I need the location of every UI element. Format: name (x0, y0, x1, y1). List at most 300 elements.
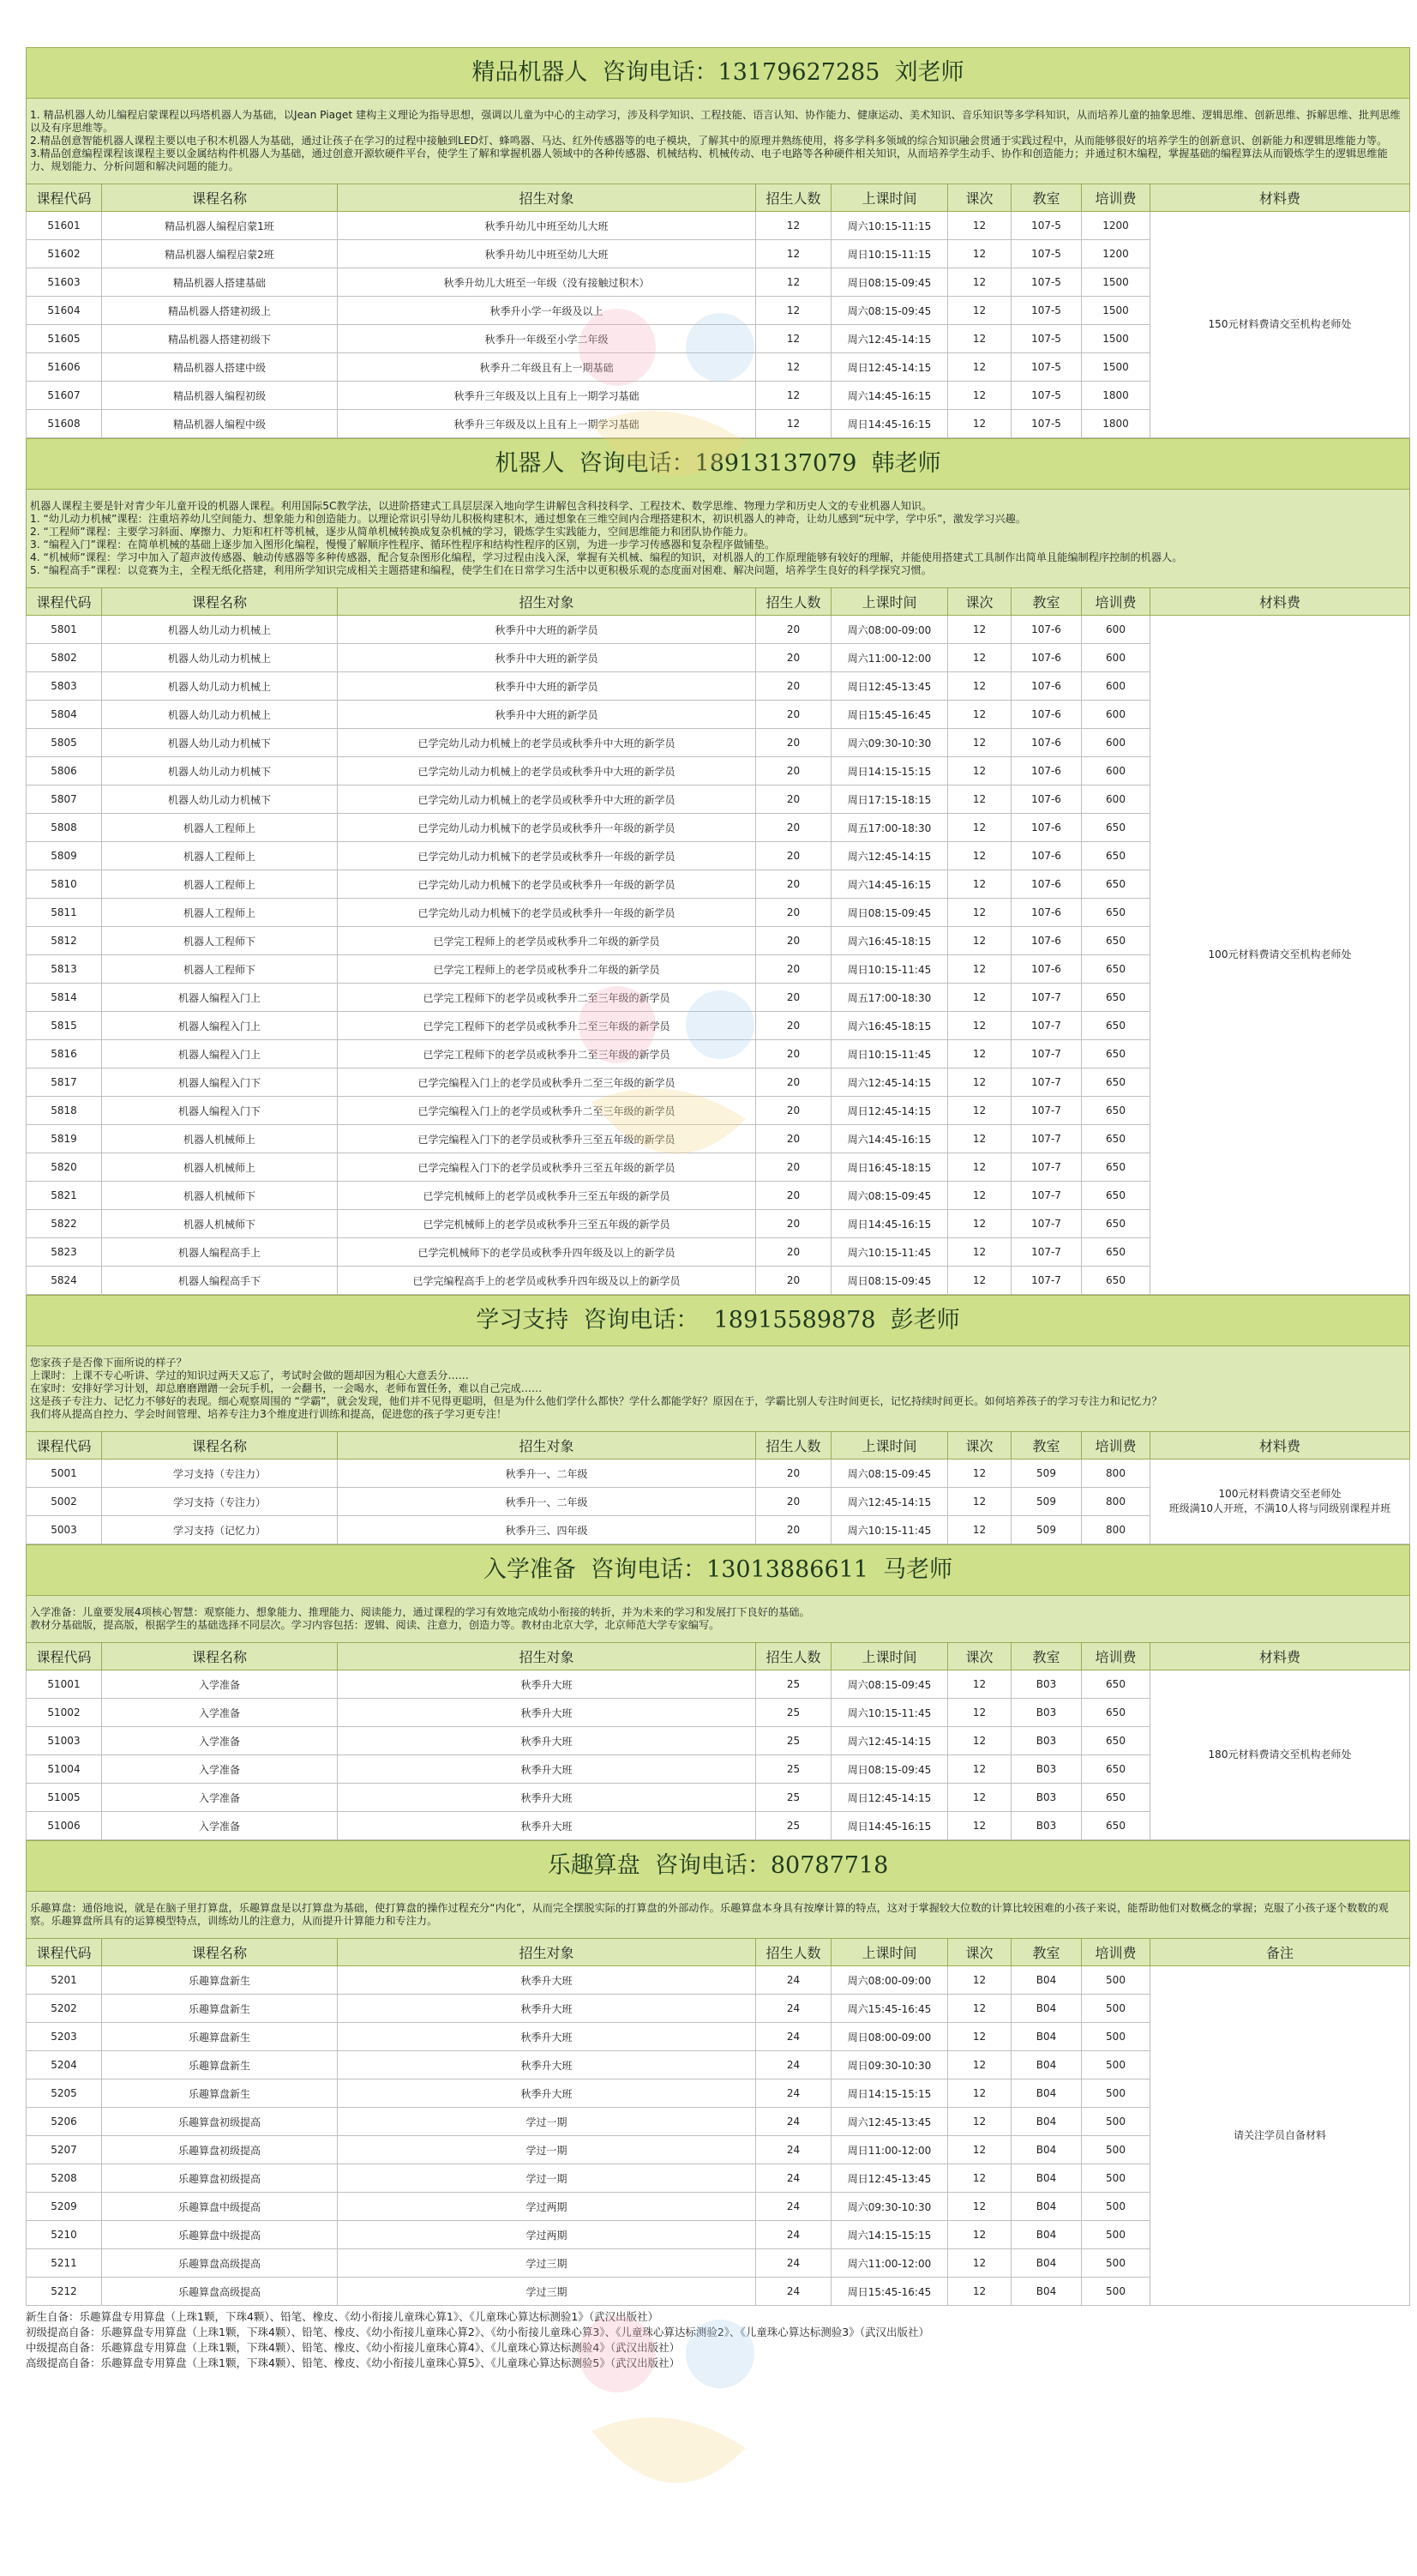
table-cell: 12 (756, 268, 832, 297)
table-cell: 20 (756, 785, 832, 814)
table-cell: B03 (1012, 1727, 1082, 1755)
table-cell: 学过一期 (338, 2108, 756, 2136)
table-cell: 周六12:45-14:15 (832, 1068, 948, 1097)
section-phone: 咨询电话：80787718 (654, 1852, 889, 1879)
table-cell: 12 (948, 757, 1012, 785)
table-cell: 20 (756, 842, 832, 870)
table-cell: 25 (756, 1699, 832, 1727)
column-header: 课程名称 (102, 1643, 338, 1670)
table-cell: 已学完编程高手上的老学员或秋季升四年级及以上的新学员 (338, 1267, 756, 1295)
course-section (26, 1840, 1410, 2306)
column-header: 培训费 (1082, 1939, 1150, 1966)
course-table (26, 587, 1410, 1295)
table-cell: 500 (1082, 2278, 1150, 2306)
table-cell: 已学完工程师下的老学员或秋季升二至三年级的新学员 (338, 1040, 756, 1068)
table-cell: 周日10:15-11:45 (832, 955, 948, 984)
table-cell: 20 (756, 1210, 832, 1238)
course-table (26, 184, 1410, 438)
table-cell: 107-6 (1012, 644, 1082, 672)
table-cell: 107-5 (1012, 325, 1082, 353)
table-cell: 已学完工程师下的老学员或秋季升二至三年级的新学员 (338, 984, 756, 1012)
table-cell: 20 (756, 1460, 832, 1488)
fee-note: 请关注学员自备材料 (1233, 2129, 1326, 2141)
table-cell: 600 (1082, 644, 1150, 672)
table-cell: 24 (756, 2164, 832, 2193)
table-cell: 12 (756, 353, 832, 382)
table-cell: 500 (1082, 2193, 1150, 2221)
table-cell: 12 (948, 1516, 1012, 1544)
table-cell: 12 (948, 2164, 1012, 2193)
table-cell: 20 (756, 1012, 832, 1040)
column-header: 招生对象 (338, 588, 756, 616)
table-cell: 24 (756, 2108, 832, 2136)
table-cell: 12 (948, 1812, 1012, 1840)
table-cell: 12 (948, 240, 1012, 268)
table-cell: 51005 (27, 1784, 102, 1812)
table-cell: 周六09:30-10:30 (832, 729, 948, 757)
table-cell: 已学完幼儿动力机械下的老学员或秋季升一年级的新学员 (338, 814, 756, 842)
column-header: 培训费 (1082, 1643, 1150, 1670)
column-header: 培训费 (1082, 588, 1150, 616)
table-cell: 学过两期 (338, 2193, 756, 2221)
table-cell: 5803 (27, 672, 102, 701)
table-cell: 周六08:00-09:00 (832, 616, 948, 644)
table-cell: 800 (1082, 1488, 1150, 1516)
table-cell: 周六14:45-16:15 (832, 382, 948, 410)
table-cell: B03 (1012, 1699, 1082, 1727)
column-header: 招生人数 (756, 1432, 832, 1460)
description-paragraph: 入学准备：儿童要发展4项核心智慧：观察能力、想象能力、推理能力、阅读能力，通过课程的学习有效地完成幼小衔接的转折，并为未来的学习和发展打下良好的基础。 (30, 1606, 810, 1618)
material-fee-cell (1150, 616, 1410, 1295)
column-header-fee: 材料费 (1150, 1643, 1410, 1670)
table-cell: 12 (948, 1182, 1012, 1210)
table-cell: 12 (948, 1153, 1012, 1182)
table-cell: 学习支持（专注力） (102, 1460, 338, 1488)
table-cell: 精品机器人编程启蒙2班 (102, 240, 338, 268)
table-cell: 周六12:45-14:15 (832, 842, 948, 870)
table-cell: 650 (1082, 1125, 1150, 1153)
footnote: 新生自备：乐趣算盘专用算盘（上珠1颗，下珠4颗）、铅笔、橡皮、《幼小衔接儿童珠心算1》、《儿童珠心算达标测验1》（武汉出版社） (26, 2310, 659, 2323)
section-name: 机器人 (495, 450, 565, 477)
table-header-row (27, 1939, 1410, 1966)
table-cell: 12 (948, 212, 1012, 240)
course-section (26, 438, 1410, 1295)
table-cell: 24 (756, 2278, 832, 2306)
table-cell: 周六12:45-14:15 (832, 1488, 948, 1516)
description-paragraph: 3. “编程入门”课程：在简单机械的基础上逐步加入图形化编程，慢慢了解顺序性程序、循环性程序和结构性程序的区别，为进一步学习传感器和复杂程序做铺垫。 (30, 539, 776, 551)
table-cell: 秋季升中大班的新学员 (338, 672, 756, 701)
section-name: 乐趣算盘 (547, 1852, 640, 1879)
table-cell: 107-5 (1012, 410, 1082, 438)
table-cell: 精品机器人搭建初级下 (102, 325, 338, 353)
table-cell: 机器人编程高手上 (102, 1238, 338, 1267)
table-cell: 12 (948, 1097, 1012, 1125)
table-cell: 精品机器人编程初级 (102, 382, 338, 410)
table-cell: 入学准备 (102, 1812, 338, 1840)
description-paragraph: 3.精品创意编程课程该课程主要以金属结构件机器人为基础，通过创意开源软硬件平台，使学生了解和掌握机器人领域中的各种传感器、机械结构、机械传动、电子电路等各种硬件相关知识，从而培养学生动手、协作和创造能力；并通过积木编程，掌握基础的编程算法从而锻炼学生的逻辑思维能力、规划能力、分析问题和解决问题的能力。 (30, 147, 1388, 172)
table-cell: B04 (1012, 2164, 1082, 2193)
table-cell: 已学完编程入门下的老学员或秋季升三至五年级的新学员 (338, 1153, 756, 1182)
table-cell: 机器人编程高手下 (102, 1267, 338, 1295)
table-cell: 周日12:45-14:15 (832, 353, 948, 382)
table-cell: 20 (756, 927, 832, 955)
table-cell: 600 (1082, 616, 1150, 644)
table-cell: 周六10:15-11:15 (832, 212, 948, 240)
table-cell: 12 (756, 297, 832, 325)
table-cell: 12 (948, 2278, 1012, 2306)
table-cell: 650 (1082, 1812, 1150, 1840)
table-cell: 20 (756, 644, 832, 672)
column-header: 招生对象 (338, 1432, 756, 1460)
table-cell: 乐趣算盘新生 (102, 2079, 338, 2108)
table-cell: 12 (948, 1125, 1012, 1153)
course-table (26, 1431, 1410, 1544)
table-cell: 周六08:15-09:45 (832, 1670, 948, 1699)
table-cell: 107-6 (1012, 672, 1082, 701)
table-cell: 20 (756, 1182, 832, 1210)
table-cell: 秋季升大班 (338, 2079, 756, 2108)
table-cell: 500 (1082, 2164, 1150, 2193)
description-paragraph: 上课时：上课不专心听讲、学过的知识过两天又忘了，考试时会做的题却因为粗心大意丢分…… (30, 1369, 469, 1381)
column-header: 招生人数 (756, 184, 832, 212)
table-cell: 20 (756, 701, 832, 729)
table-cell: 107-7 (1012, 984, 1082, 1012)
table-cell: 秋季升三、四年级 (338, 1516, 756, 1544)
table-cell: 12 (948, 1784, 1012, 1812)
table-cell: 20 (756, 1488, 832, 1516)
table-cell: 12 (948, 268, 1012, 297)
description-paragraph: 1. 精品机器人幼儿编程启蒙课程以玛塔机器人为基础，以Jean Piaget 建构主义理论为指导思想，强调以儿童为中心的主动学习，涉及科学知识、工程技能、语言认知、协作能力、健康运动、美术知识、音乐知识等多学科知识，从而培养儿童的抽象思维、逻辑思维、创新思维、拆解思维、批判思维以及有序思维等。 (30, 109, 1401, 134)
table-cell: 秋季升大班 (338, 1995, 756, 2023)
table-cell: 12 (948, 1210, 1012, 1238)
table-cell: 107-7 (1012, 1267, 1082, 1295)
table-cell: 5818 (27, 1097, 102, 1125)
column-header: 上课时间 (832, 1432, 948, 1460)
table-cell: 周日08:15-09:45 (832, 268, 948, 297)
table-cell: 107-7 (1012, 1182, 1082, 1210)
column-header: 招生对象 (338, 184, 756, 212)
table-cell: 5212 (27, 2278, 102, 2306)
column-header: 招生人数 (756, 588, 832, 616)
description-paragraph: 2. “工程师”课程：主要学习斜面、摩擦力、力矩和杠杆等机械，逐步从简单机械转换成复杂机械的学习，锻炼学生实践能力，空间思维能力和团队协作能力。 (30, 526, 754, 538)
table-cell: B04 (1012, 2051, 1082, 2079)
table-cell: 107-6 (1012, 955, 1082, 984)
table-cell: 5801 (27, 616, 102, 644)
table-cell: 5807 (27, 785, 102, 814)
table-cell: 机器人编程入门上 (102, 1040, 338, 1068)
table-cell: 600 (1082, 785, 1150, 814)
description-paragraph: 您家孩子是否像下面所说的样子？ (30, 1357, 187, 1369)
table-cell: B04 (1012, 1966, 1082, 1995)
table-cell: 乐趣算盘高级提高 (102, 2278, 338, 2306)
table-cell: 5813 (27, 955, 102, 984)
table-cell: 5206 (27, 2108, 102, 2136)
table-cell: 24 (756, 2079, 832, 2108)
table-cell: 5210 (27, 2221, 102, 2249)
table-cell: 107-7 (1012, 1068, 1082, 1097)
table-cell: 周日10:15-11:15 (832, 240, 948, 268)
table-cell: 12 (948, 870, 1012, 899)
table-cell: 5812 (27, 927, 102, 955)
table-cell: 107-7 (1012, 1125, 1082, 1153)
table-cell: 509 (1012, 1460, 1082, 1488)
table-cell: 机器人编程入门上 (102, 984, 338, 1012)
section-phone: 咨询电话：18913137079 韩老师 (579, 450, 941, 477)
table-cell: 107-7 (1012, 1012, 1082, 1040)
table-cell: 精品机器人搭建初级上 (102, 297, 338, 325)
table-cell: 12 (756, 410, 832, 438)
table-cell: 5814 (27, 984, 102, 1012)
table-row (27, 212, 1410, 240)
table-cell: 650 (1082, 899, 1150, 927)
table-cell: 秋季升幼儿大班至一年级（没有接触过积木） (338, 268, 756, 297)
column-header: 课程名称 (102, 1939, 338, 1966)
table-cell: 5817 (27, 1068, 102, 1097)
table-header-row (27, 588, 1410, 616)
table-cell: 800 (1082, 1516, 1150, 1544)
table-cell: 51606 (27, 353, 102, 382)
table-cell: 乐趣算盘初级提高 (102, 2136, 338, 2164)
table-cell: 秋季升大班 (338, 1699, 756, 1727)
table-cell: 107-6 (1012, 785, 1082, 814)
table-cell: 周日15:45-16:45 (832, 701, 948, 729)
material-fee-cell (1150, 1670, 1410, 1840)
footnote: 初级提高自备：乐趣算盘专用算盘（上珠1颗，下珠4颗）、铅笔、橡皮、《幼小衔接儿童珠心算2》、《幼小衔接儿童珠心算3》、《儿童珠心算达标测验2》、《儿童珠心算达标测验3》（武汉出版社） (26, 2326, 929, 2338)
table-cell: 650 (1082, 1068, 1150, 1097)
table-cell: 秋季升大班 (338, 1755, 756, 1784)
table-cell: B04 (1012, 2023, 1082, 2051)
table-cell: 周六14:45-16:15 (832, 1125, 948, 1153)
table-cell: 107-6 (1012, 870, 1082, 899)
table-cell: 5203 (27, 2023, 102, 2051)
table-cell: 周六08:00-09:00 (832, 1966, 948, 1995)
section-title (26, 1544, 1410, 1596)
footnote: 中级提高自备：乐趣算盘专用算盘（上珠1颗，下珠4颗）、铅笔、橡皮、《幼小衔接儿童珠心算4》、《儿童珠心算达标测验4》（武汉出版社） (26, 2341, 681, 2354)
footnote: 高级提高自备：乐趣算盘专用算盘（上珠1颗，下珠4颗）、铅笔、橡皮、《幼小衔接儿童珠心算5》、《儿童珠心算达标测验5》（武汉出版社） (26, 2356, 681, 2369)
table-cell: 周五17:00-18:30 (832, 814, 948, 842)
table-cell: 51002 (27, 1699, 102, 1727)
table-cell: 107-7 (1012, 1238, 1082, 1267)
table-cell: 精品机器人搭建基础 (102, 268, 338, 297)
table-cell: 1200 (1082, 212, 1150, 240)
table-cell: 51004 (27, 1755, 102, 1784)
table-cell: 12 (948, 1488, 1012, 1516)
column-header: 课次 (948, 1643, 1012, 1670)
table-cell: 5202 (27, 1995, 102, 2023)
table-cell: 600 (1082, 729, 1150, 757)
table-cell: 周日12:45-14:15 (832, 1097, 948, 1125)
table-cell: 周六10:15-11:45 (832, 1238, 948, 1267)
table-cell: 周六12:45-14:15 (832, 1727, 948, 1755)
section-phone: 咨询电话： 18915589878 彭老师 (583, 1307, 960, 1333)
table-cell: 20 (756, 1040, 832, 1068)
table-cell: 650 (1082, 1210, 1150, 1238)
section-title (26, 438, 1410, 490)
column-header: 培训费 (1082, 184, 1150, 212)
table-cell: 650 (1082, 927, 1150, 955)
table-cell: 机器人幼儿动力机械上 (102, 672, 338, 701)
description-paragraph: 我们将从提高自控力、学会时间管理、培养专注力3个维度进行训练和提高，促进您的孩子学习更专注！ (30, 1408, 507, 1420)
table-cell: 12 (756, 325, 832, 353)
table-cell: 24 (756, 2193, 832, 2221)
table-cell: 秋季升大班 (338, 2051, 756, 2079)
table-cell: 周日14:45-16:15 (832, 1210, 948, 1238)
table-cell: 周日12:45-13:45 (832, 2164, 948, 2193)
column-header: 上课时间 (832, 184, 948, 212)
table-cell: 20 (756, 1097, 832, 1125)
table-cell: 5811 (27, 899, 102, 927)
table-cell: 精品机器人编程中级 (102, 410, 338, 438)
column-header: 课程代码 (27, 184, 102, 212)
table-cell: 51602 (27, 240, 102, 268)
table-cell: B04 (1012, 2278, 1082, 2306)
table-cell: 1800 (1082, 382, 1150, 410)
column-header: 上课时间 (832, 588, 948, 616)
table-cell: 20 (756, 729, 832, 757)
table-cell: 已学完工程师下的老学员或秋季升二至三年级的新学员 (338, 1012, 756, 1040)
table-cell: 秋季升中大班的新学员 (338, 644, 756, 672)
table-cell: 20 (756, 1267, 832, 1295)
table-cell: 学过三期 (338, 2249, 756, 2278)
table-cell: 周六12:45-13:45 (832, 2108, 948, 2136)
table-cell: 入学准备 (102, 1755, 338, 1784)
table-cell: 650 (1082, 1670, 1150, 1699)
table-cell: 51608 (27, 410, 102, 438)
table-cell: 周六14:45-16:15 (832, 870, 948, 899)
table-cell: 5207 (27, 2136, 102, 2164)
table-cell: 已学完幼儿动力机械下的老学员或秋季升一年级的新学员 (338, 870, 756, 899)
table-cell: 107-5 (1012, 240, 1082, 268)
table-cell: 650 (1082, 1699, 1150, 1727)
table-cell: 秋季升二年级且有上一期基础 (338, 353, 756, 382)
table-cell: 107-5 (1012, 212, 1082, 240)
table-cell: 20 (756, 1125, 832, 1153)
table-cell: 51001 (27, 1670, 102, 1699)
table-cell: 入学准备 (102, 1784, 338, 1812)
table-cell: 12 (948, 785, 1012, 814)
table-cell: 周日08:15-09:45 (832, 1267, 948, 1295)
table-cell: B03 (1012, 1670, 1082, 1699)
table-cell: 机器人编程入门下 (102, 1068, 338, 1097)
table-cell: 12 (948, 672, 1012, 701)
column-header-fee: 备注 (1150, 1939, 1410, 1966)
description-paragraph: 机器人课程主要是针对青少年儿童开设的机器人课程。利用国际5C教学法，以进阶搭建式工具层层深入地向学生讲解包含科技科学、工程技术、数学思维、物理力学和历史人文的专业机器人知识。 (30, 500, 933, 512)
table-cell: 机器人工程师下 (102, 955, 338, 984)
table-cell: 12 (948, 1670, 1012, 1699)
table-cell: 500 (1082, 2221, 1150, 2249)
table-cell: 12 (948, 842, 1012, 870)
table-cell: 学习支持（记忆力） (102, 1516, 338, 1544)
fee-note: 100元材料费请交至机构老师处 (1208, 948, 1352, 960)
table-cell: 20 (756, 672, 832, 701)
table-cell: 乐趣算盘新生 (102, 2051, 338, 2079)
table-cell: 5204 (27, 2051, 102, 2079)
table-cell: 12 (948, 410, 1012, 438)
table-cell: 精品机器人搭建中级 (102, 353, 338, 382)
column-header-fee: 材料费 (1150, 184, 1410, 212)
table-cell: 机器人幼儿动力机械上 (102, 644, 338, 672)
table-cell: 51603 (27, 268, 102, 297)
table-cell: 机器人机械师下 (102, 1210, 338, 1238)
table-cell: 650 (1082, 1727, 1150, 1755)
table-cell: 周日08:15-09:45 (832, 1755, 948, 1784)
table-cell: 1500 (1082, 353, 1150, 382)
table-cell: 精品机器人编程启蒙1班 (102, 212, 338, 240)
column-header: 课次 (948, 184, 1012, 212)
table-cell: 5824 (27, 1267, 102, 1295)
table-cell: 1500 (1082, 325, 1150, 353)
table-cell: 650 (1082, 1784, 1150, 1812)
column-header: 教室 (1012, 1643, 1082, 1670)
description-paragraph: 教材分基础版，提高版，根据学生的基础选择不同层次。学习内容包括：逻辑、阅读、注意力，创造力等。教材由北京大学，北京师范大学专家编写。 (30, 1619, 720, 1631)
column-header: 课次 (948, 1432, 1012, 1460)
table-cell: 12 (948, 1699, 1012, 1727)
table-cell: 1500 (1082, 268, 1150, 297)
table-cell: 已学完机械师上的老学员或秋季升三至五年级的新学员 (338, 1182, 756, 1210)
table-cell: 107-6 (1012, 729, 1082, 757)
table-cell: 周六10:15-11:45 (832, 1516, 948, 1544)
column-header: 课程代码 (27, 1432, 102, 1460)
table-cell: 600 (1082, 757, 1150, 785)
table-cell: 20 (756, 1153, 832, 1182)
table-cell: 周日17:15-18:15 (832, 785, 948, 814)
sections-container (26, 47, 1410, 2306)
table-cell: 已学完机械师下的老学员或秋季升四年级及以上的新学员 (338, 1238, 756, 1267)
table-cell: 已学完幼儿动力机械下的老学员或秋季升一年级的新学员 (338, 899, 756, 927)
section-description (26, 1346, 1410, 1431)
table-cell: 51604 (27, 297, 102, 325)
table-cell: 12 (948, 2051, 1012, 2079)
table-cell: 12 (948, 1966, 1012, 1995)
table-cell: 25 (756, 1784, 832, 1812)
table-cell: B03 (1012, 1755, 1082, 1784)
table-cell: 秋季升一、二年级 (338, 1460, 756, 1488)
course-section (26, 1544, 1410, 1840)
section-description (26, 99, 1410, 184)
table-cell: 5810 (27, 870, 102, 899)
table-cell: 500 (1082, 2108, 1150, 2136)
table-cell: 周日14:15-15:15 (832, 2079, 948, 2108)
table-cell: 24 (756, 2249, 832, 2278)
table-cell: 5820 (27, 1153, 102, 1182)
column-header: 招生人数 (756, 1643, 832, 1670)
table-cell: 乐趣算盘新生 (102, 1995, 338, 2023)
table-cell: 107-5 (1012, 268, 1082, 297)
column-header: 课程代码 (27, 588, 102, 616)
table-cell: 12 (756, 212, 832, 240)
column-header: 教室 (1012, 1939, 1082, 1966)
table-cell: 周日14:45-16:15 (832, 1812, 948, 1840)
description-paragraph: 5. “编程高手”课程：以竞赛为主，全程无纸化搭建，利用所学知识完成相关主题搭建和编程，使学生们在日常学习生活中以更积极乐观的态度面对困难、解决问题，培养学生良好的科学探究习惯。 (30, 564, 932, 576)
table-cell: B04 (1012, 2108, 1082, 2136)
table-cell: 650 (1082, 1238, 1150, 1267)
table-cell: 秋季升中大班的新学员 (338, 616, 756, 644)
table-cell: B03 (1012, 1784, 1082, 1812)
table-cell: 周六16:45-18:15 (832, 1012, 948, 1040)
table-cell: 周日15:45-16:45 (832, 2278, 948, 2306)
table-cell: 机器人机械师上 (102, 1125, 338, 1153)
table-cell: 5806 (27, 757, 102, 785)
table-cell: 12 (948, 2221, 1012, 2249)
table-cell: 12 (948, 1012, 1012, 1040)
table-cell: 12 (948, 927, 1012, 955)
material-fee-cell (1150, 212, 1410, 438)
table-cell: B03 (1012, 1812, 1082, 1840)
table-cell: 20 (756, 757, 832, 785)
table-cell: 乐趣算盘中级提高 (102, 2193, 338, 2221)
table-cell: 650 (1082, 984, 1150, 1012)
table-cell: 12 (948, 2136, 1012, 2164)
